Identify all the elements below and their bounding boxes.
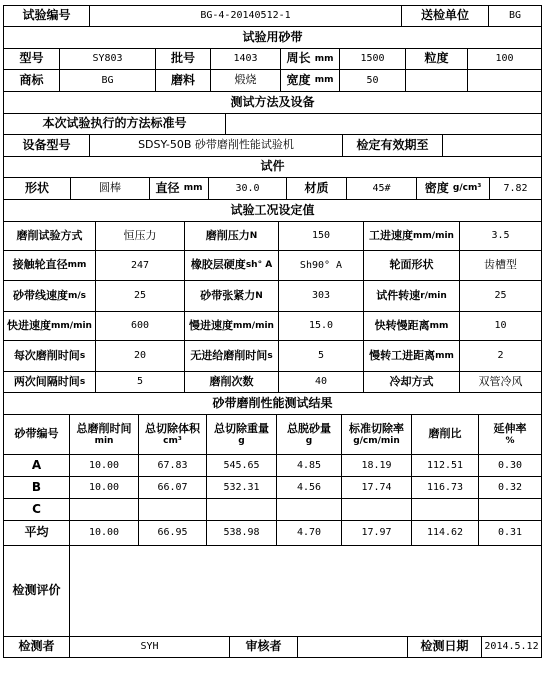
column-header-unit: min bbox=[94, 435, 114, 446]
density-label-cell bbox=[417, 178, 490, 199]
condition-value: 20 bbox=[96, 341, 185, 371]
width-unit: mm bbox=[314, 75, 334, 86]
condition-unit: r/min bbox=[420, 290, 447, 301]
device-row bbox=[3, 135, 542, 157]
results-column-header bbox=[207, 415, 277, 454]
condition-value: 3.5 bbox=[491, 230, 510, 242]
abrasive-label: 磨料 bbox=[156, 70, 211, 91]
condition-value: 150 bbox=[279, 222, 364, 250]
evaluation-row bbox=[3, 546, 542, 637]
result-value-cell bbox=[207, 499, 277, 520]
condition-unit: mm bbox=[67, 260, 87, 271]
condition-label bbox=[185, 341, 279, 371]
condition-label bbox=[364, 312, 460, 340]
result-value-cell: 545.65 bbox=[207, 455, 277, 476]
result-value-cell: 4.70 bbox=[277, 521, 342, 545]
condition-value: 双管冷风 bbox=[478, 374, 523, 388]
conditions-row bbox=[3, 372, 542, 393]
results-column-header bbox=[70, 415, 139, 454]
empty-cell bbox=[406, 70, 468, 91]
condition-label-text: 慢进速度 bbox=[189, 318, 234, 332]
condition-value: 5 bbox=[96, 372, 185, 392]
condition-value: 恒压力 bbox=[96, 222, 185, 250]
standard-label: 本次试验执行的方法标准号 bbox=[4, 114, 226, 134]
specimen-section-title-row bbox=[3, 157, 542, 178]
tester-label: 检测者 bbox=[4, 637, 70, 657]
width-value: 50 bbox=[340, 70, 406, 91]
empty-cell bbox=[468, 70, 541, 91]
results-table-row bbox=[3, 521, 542, 546]
result-value-cell: 0.31 bbox=[497, 527, 523, 539]
specimen-section-title: 试件 bbox=[260, 159, 285, 174]
condition-value: 15.0 bbox=[279, 312, 364, 340]
results-column-header bbox=[412, 415, 479, 454]
reviewer-label: 审核者 bbox=[230, 637, 298, 657]
width-label-cell bbox=[281, 70, 340, 91]
results-column-header bbox=[277, 415, 342, 454]
method-section-title: 测试方法及设备 bbox=[230, 94, 315, 109]
result-value-cell: 17.97 bbox=[342, 521, 412, 545]
grit-label: 粒度 bbox=[406, 49, 468, 69]
result-value-cell: 0.32 bbox=[497, 481, 523, 493]
condition-label-text: 每次磨削时间 bbox=[13, 348, 80, 362]
conditions-grid bbox=[3, 222, 542, 393]
result-value-cell bbox=[412, 499, 479, 520]
result-value-cell bbox=[342, 499, 412, 520]
brand-value: BG bbox=[60, 70, 156, 91]
perimeter-label-cell bbox=[281, 49, 340, 69]
condition-value: 10 bbox=[494, 320, 507, 332]
results-column-header bbox=[139, 415, 207, 454]
condition-value: Sh90° A bbox=[279, 251, 364, 280]
condition-value: 600 bbox=[96, 312, 185, 340]
result-value-cell: 532.31 bbox=[207, 477, 277, 498]
test-date-label: 检测日期 bbox=[408, 637, 482, 657]
condition-unit: mm bbox=[435, 350, 454, 361]
condition-unit: s bbox=[79, 376, 86, 387]
condition-label bbox=[364, 341, 460, 371]
method-section-title-row bbox=[3, 92, 542, 114]
test-no-value: BG-4-20140512-1 bbox=[90, 6, 402, 26]
perimeter-value: 1500 bbox=[340, 49, 406, 69]
grit-value: 100 bbox=[495, 53, 514, 65]
condition-label-text: 橡胶层硬度 bbox=[190, 258, 246, 272]
condition-value: 247 bbox=[96, 251, 185, 280]
condition-label-text: 快转慢距离 bbox=[374, 318, 430, 332]
condition-label-text: 磨削压力 bbox=[205, 228, 250, 242]
device-value: SDSY-50B 砂带磨削性能试验机 bbox=[90, 135, 343, 156]
conditions-row bbox=[3, 222, 542, 251]
results-table-row bbox=[3, 477, 542, 499]
condition-label-text: 砂带线速度 bbox=[12, 288, 68, 302]
diameter-label-cell bbox=[150, 178, 209, 199]
result-value-cell: 114.62 bbox=[412, 521, 479, 545]
condition-label: 磨削试验方式 bbox=[4, 222, 96, 250]
condition-label-text: 砂带张紧力 bbox=[200, 288, 256, 302]
evaluation-label: 检测评价 bbox=[4, 546, 70, 636]
condition-label-text: 慢转工进距离 bbox=[369, 348, 436, 362]
belt-row-2 bbox=[3, 70, 542, 92]
column-header-unit: g bbox=[238, 435, 245, 446]
batch-label: 批号 bbox=[156, 49, 211, 69]
result-value-cell: 112.51 bbox=[412, 455, 479, 476]
specimen-row bbox=[3, 178, 542, 200]
belt-id-cell: C bbox=[4, 499, 70, 520]
condition-label bbox=[185, 312, 279, 340]
result-value-cell: 17.74 bbox=[342, 477, 412, 498]
condition-label bbox=[4, 312, 96, 340]
column-header-name: 标准切除率 bbox=[349, 422, 404, 435]
column-header-name: 磨削比 bbox=[428, 427, 462, 441]
column-header-name: 总切除重量 bbox=[214, 422, 269, 435]
test-no-label: 试验编号 bbox=[4, 6, 90, 26]
condition-label bbox=[364, 281, 460, 311]
results-table-row bbox=[3, 455, 542, 477]
results-column-header bbox=[479, 415, 541, 454]
density-value: 7.82 bbox=[503, 182, 528, 194]
condition-label: 冷却方式 bbox=[364, 372, 460, 392]
result-value-cell bbox=[277, 499, 342, 520]
results-header-row bbox=[3, 415, 542, 455]
condition-label-text: 工进速度 bbox=[369, 228, 414, 242]
submitting-unit-label: 送检单位 bbox=[402, 6, 489, 26]
condition-label bbox=[185, 222, 279, 250]
density-unit: g/cm³ bbox=[452, 183, 482, 194]
result-value-cell: 66.95 bbox=[139, 521, 207, 545]
condition-unit: mm bbox=[429, 320, 449, 331]
results-table bbox=[3, 415, 542, 546]
diameter-label: 直径 bbox=[155, 180, 180, 195]
column-header-name: 延伸率 bbox=[493, 422, 527, 435]
column-header-unit: % bbox=[505, 435, 515, 446]
condition-label bbox=[364, 222, 460, 250]
diameter-unit: mm bbox=[183, 183, 203, 194]
result-value-cell bbox=[139, 499, 207, 520]
condition-label bbox=[4, 251, 96, 280]
belt-row-1 bbox=[3, 49, 542, 70]
standard-value bbox=[226, 114, 541, 134]
shape-label: 形状 bbox=[4, 178, 71, 199]
condition-label-text: 两次间隔时间 bbox=[13, 374, 80, 388]
material-value: 45# bbox=[347, 178, 417, 199]
test-date-value: 2014.5.12 bbox=[484, 641, 539, 653]
material-label: 材质 bbox=[287, 178, 347, 199]
result-value-cell: 4.56 bbox=[277, 477, 342, 498]
belt-section-title-row bbox=[3, 27, 542, 49]
condition-value: 25 bbox=[494, 290, 507, 302]
submitting-unit-value: BG bbox=[508, 10, 522, 22]
result-value-cell: 4.85 bbox=[277, 455, 342, 476]
column-header-unit: cm³ bbox=[163, 435, 182, 446]
results-section-title: 砂带磨削性能测试结果 bbox=[212, 395, 333, 410]
perimeter-unit: mm bbox=[314, 53, 334, 64]
belt-id-cell: B bbox=[4, 477, 70, 498]
results-section-title-row bbox=[3, 393, 542, 415]
belt-id-cell: 平均 bbox=[4, 521, 70, 545]
column-header-name: 总磨削时间 bbox=[76, 422, 132, 435]
header-row bbox=[3, 5, 542, 27]
result-value-cell bbox=[479, 499, 541, 520]
condition-unit: sh° A bbox=[245, 260, 273, 271]
results-table-row bbox=[3, 499, 542, 521]
result-value-cell: 538.98 bbox=[207, 521, 277, 545]
tester-value: SYH bbox=[70, 637, 230, 657]
condition-label bbox=[185, 281, 279, 311]
result-value-cell: 66.07 bbox=[139, 477, 207, 498]
reviewer-value bbox=[298, 637, 408, 657]
condition-label bbox=[4, 341, 96, 371]
model-label: 型号 bbox=[4, 49, 60, 69]
abrasive-value: 煅烧 bbox=[211, 70, 281, 91]
result-value-cell: 67.83 bbox=[139, 455, 207, 476]
column-header-name: 砂带编号 bbox=[14, 427, 59, 441]
test-report-sheet bbox=[3, 5, 542, 658]
condition-unit: mm/min bbox=[51, 320, 92, 331]
condition-unit: s bbox=[267, 350, 273, 361]
results-column-header bbox=[342, 415, 412, 454]
valid-until-label: 检定有效期至 bbox=[343, 135, 443, 156]
conditions-row bbox=[3, 341, 542, 372]
result-value-cell: 10.00 bbox=[70, 521, 139, 545]
condition-label: 轮面形状 bbox=[364, 251, 460, 280]
condition-label-text: 接触轮直径 bbox=[12, 258, 68, 272]
width-label: 宽度 bbox=[286, 72, 311, 87]
shape-value: 圆棒 bbox=[71, 178, 150, 199]
model-value: SY803 bbox=[60, 49, 156, 69]
valid-until-value bbox=[443, 135, 541, 156]
condition-label bbox=[185, 251, 279, 280]
condition-value: 40 bbox=[279, 372, 364, 392]
condition-label-text: 试件转速 bbox=[376, 288, 421, 302]
condition-label: 磨削次数 bbox=[185, 372, 279, 392]
condition-label bbox=[4, 372, 96, 392]
brand-label: 商标 bbox=[4, 70, 60, 91]
result-value-cell: 116.73 bbox=[412, 477, 479, 498]
condition-unit: N bbox=[249, 230, 258, 241]
batch-value: 1403 bbox=[211, 49, 281, 69]
results-column-header bbox=[4, 415, 70, 454]
condition-label bbox=[4, 281, 96, 311]
condition-value: 303 bbox=[279, 281, 364, 311]
condition-value: 5 bbox=[279, 341, 364, 371]
result-value-cell: 0.30 bbox=[497, 459, 523, 471]
perimeter-label: 周长 bbox=[286, 51, 311, 66]
condition-value: 2 bbox=[497, 350, 504, 362]
result-value-cell: 10.00 bbox=[70, 455, 139, 476]
conditions-row bbox=[3, 251, 542, 281]
belt-id-cell: A bbox=[4, 455, 70, 476]
conditions-section-title: 试验工况设定值 bbox=[230, 202, 315, 217]
condition-unit: N bbox=[255, 290, 263, 301]
result-value-cell: 18.19 bbox=[342, 455, 412, 476]
column-header-name: 总脱砂量 bbox=[287, 422, 331, 435]
diameter-value: 30.0 bbox=[209, 178, 287, 199]
result-value-cell: 10.00 bbox=[70, 477, 139, 498]
condition-unit: mm/min bbox=[413, 230, 454, 241]
condition-label-text: 快进速度 bbox=[7, 318, 52, 332]
condition-unit: mm/min bbox=[233, 320, 274, 331]
condition-value: 齿槽型 bbox=[484, 258, 517, 272]
result-value-cell bbox=[70, 499, 139, 520]
conditions-row bbox=[3, 281, 542, 312]
conditions-row bbox=[3, 312, 542, 341]
column-header-name: 总切除体积 bbox=[145, 422, 200, 435]
column-header-unit: g bbox=[305, 435, 313, 446]
condition-unit: m/s bbox=[67, 290, 87, 301]
standard-row bbox=[3, 114, 542, 135]
density-label: 密度 bbox=[424, 180, 449, 195]
device-label: 设备型号 bbox=[4, 135, 90, 156]
condition-value: 25 bbox=[96, 281, 185, 311]
column-header-unit: g/cm/min bbox=[353, 435, 400, 446]
condition-unit: s bbox=[79, 350, 86, 361]
belt-section-title: 试验用砂带 bbox=[242, 29, 303, 44]
footer-row bbox=[3, 637, 542, 658]
evaluation-value bbox=[70, 546, 541, 636]
conditions-section-title-row bbox=[3, 200, 542, 222]
condition-label-text: 无进给磨削时间 bbox=[190, 348, 268, 362]
